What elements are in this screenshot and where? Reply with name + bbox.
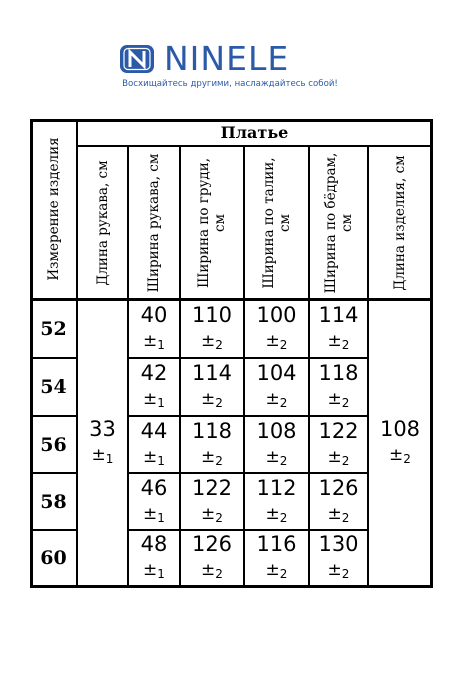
- tolerance-sign: ±: [143, 330, 158, 351]
- cell-value: 100: [256, 302, 297, 327]
- table-cell: [244, 299, 309, 358]
- tolerance-sign: ±: [327, 446, 342, 467]
- table-rule: [128, 415, 368, 417]
- tolerance-value: 2: [215, 567, 223, 581]
- tolerance-sign: ±: [327, 503, 342, 524]
- brand-name: NINELE: [164, 39, 290, 78]
- cell-tolerance: [266, 502, 288, 530]
- tolerance-sign: ±: [143, 389, 158, 409]
- tolerance-sign: ±: [265, 503, 280, 524]
- tolerance-value: 2: [215, 396, 223, 410]
- table-title: Платье: [220, 123, 289, 142]
- cell-value: 33: [89, 416, 116, 441]
- tolerance-value: 2: [403, 451, 411, 466]
- tolerance-value: 2: [279, 567, 288, 581]
- cell-tolerance: [92, 443, 114, 471]
- brand-header: [0, 40, 460, 100]
- table-cell: [309, 530, 368, 586]
- tolerance-sign: ±: [143, 503, 158, 524]
- cell-value: 118: [191, 418, 233, 443]
- table-cell: [128, 473, 180, 530]
- table-cell: [128, 358, 180, 416]
- tolerance-value: 1: [157, 567, 165, 581]
- tolerance-value: 1: [105, 451, 114, 466]
- tolerance-value: 2: [215, 453, 223, 468]
- table-rule: [127, 146, 129, 586]
- cell-tolerance: [143, 387, 165, 415]
- table-rule: [179, 146, 181, 586]
- cell-tolerance: [201, 502, 223, 530]
- tolerance-value: 2: [341, 510, 350, 525]
- cell-tolerance: [201, 445, 223, 473]
- cell-tolerance: [266, 558, 288, 586]
- table-cell: [180, 358, 244, 416]
- table-border-right: [430, 119, 433, 588]
- ninele-logo-icon: [119, 44, 155, 74]
- cell-value: 46: [140, 475, 168, 500]
- tolerance-sign: ±: [201, 389, 216, 409]
- table-cell: [244, 416, 309, 473]
- cell-tolerance: [143, 445, 165, 473]
- cell-value: 114: [318, 302, 359, 327]
- tolerance-value: 2: [215, 337, 223, 352]
- cell-value: 130: [318, 532, 359, 556]
- table-cell: [180, 416, 244, 473]
- tolerance-sign: ±: [201, 503, 216, 524]
- cell-value: 104: [256, 361, 297, 385]
- sleeve-length-cell: [77, 299, 128, 586]
- tolerance-sign: ±: [201, 446, 216, 467]
- table-rule: [243, 146, 245, 586]
- tolerance-sign: ±: [265, 560, 280, 580]
- tolerance-sign: ±: [327, 389, 342, 409]
- cell-value: 42: [140, 361, 168, 385]
- table-cell: [309, 473, 368, 530]
- column-header-6: Длина изделия, см: [392, 154, 408, 291]
- size-label: 56: [40, 433, 67, 456]
- table-cell: [180, 299, 244, 358]
- tolerance-sign: ±: [327, 330, 342, 351]
- table-cell: [309, 358, 368, 416]
- tolerance-value: 2: [341, 396, 350, 410]
- cell-tolerance: [328, 445, 350, 473]
- table-cell: [309, 416, 368, 473]
- tolerance-value: 2: [279, 510, 288, 525]
- cell-tolerance: [201, 329, 223, 357]
- cell-value: 122: [191, 475, 233, 500]
- table-rule: [30, 472, 77, 474]
- tolerance-value: 2: [341, 453, 350, 468]
- size-label: 60: [40, 547, 67, 569]
- cell-tolerance: [143, 558, 165, 586]
- cell-value: 112: [256, 475, 297, 500]
- tolerance-sign: ±: [265, 446, 280, 467]
- tolerance-sign: ±: [91, 444, 106, 465]
- tolerance-value: 1: [157, 510, 165, 525]
- cell-value: 118: [318, 361, 359, 385]
- table-border-top: [30, 119, 432, 122]
- cell-value: 114: [191, 361, 233, 385]
- item-length-cell: [368, 299, 432, 586]
- cell-value: 108: [256, 418, 297, 443]
- size-label: 52: [40, 317, 67, 340]
- column-header-2: Ширина рукава, см: [146, 153, 162, 292]
- table-cell: [128, 416, 180, 473]
- table-rule: [76, 119, 78, 586]
- cell-tolerance: [328, 558, 350, 586]
- tolerance-value: 2: [341, 567, 350, 581]
- table-cell: [128, 299, 180, 358]
- cell-value: 116: [256, 532, 297, 556]
- cell-value: 40: [140, 302, 168, 327]
- cell-tolerance: [266, 387, 288, 415]
- cell-tolerance: [389, 443, 411, 471]
- row-header-label: Измерение изделия: [45, 137, 62, 281]
- tolerance-value: 1: [157, 337, 165, 352]
- cell-value: 126: [318, 475, 359, 500]
- table-rule: [30, 298, 432, 301]
- tolerance-value: 2: [279, 337, 288, 352]
- tolerance-value: 1: [157, 396, 165, 410]
- column-header-4: Ширина по талии, см: [260, 156, 293, 289]
- cell-tolerance: [328, 387, 350, 415]
- cell-value: 122: [318, 418, 359, 443]
- tolerance-sign: ±: [201, 330, 216, 351]
- tolerance-value: 2: [215, 510, 223, 525]
- tolerance-sign: ±: [265, 330, 280, 351]
- cell-tolerance: [328, 329, 350, 357]
- table-cell: [309, 299, 368, 358]
- cell-value: 110: [191, 302, 233, 327]
- table-border-left: [30, 119, 33, 588]
- tolerance-sign: ±: [265, 389, 280, 409]
- tolerance-sign: ±: [327, 560, 342, 580]
- table-border-bottom: [30, 585, 432, 588]
- tolerance-value: 1: [157, 453, 165, 468]
- table-rule: [30, 357, 77, 359]
- table-rule: [128, 529, 368, 531]
- table-cell: [244, 473, 309, 530]
- size-label: 54: [40, 376, 67, 398]
- table-cell: [244, 530, 309, 586]
- table-cell: [180, 473, 244, 530]
- cell-value: 108: [379, 416, 421, 441]
- tolerance-value: 2: [341, 337, 350, 352]
- table-cell: [244, 358, 309, 416]
- table-rule: [128, 357, 368, 359]
- cell-tolerance: [266, 445, 288, 473]
- table-rule: [367, 146, 369, 586]
- brand-tagline: Восхищайтесь другими, наслаждайтесь собой!: [122, 79, 338, 89]
- cell-tolerance: [201, 558, 223, 586]
- table-cell: [128, 530, 180, 586]
- tolerance-sign: ±: [201, 560, 216, 580]
- cell-tolerance: [266, 329, 288, 357]
- tolerance-value: 2: [279, 396, 288, 410]
- table-rule: [77, 145, 432, 147]
- cell-value: 126: [191, 532, 233, 556]
- cell-value: 48: [140, 532, 168, 556]
- table-cell: [180, 530, 244, 586]
- table-rule: [30, 415, 77, 417]
- table-rule: [308, 146, 310, 586]
- column-header-5: Ширина по бёдрам, см: [322, 152, 355, 293]
- tolerance-sign: ±: [143, 446, 158, 467]
- cell-tolerance: [143, 502, 165, 530]
- cell-value: 44: [140, 418, 168, 443]
- cell-tolerance: [143, 329, 165, 357]
- table-rule: [128, 472, 368, 474]
- tolerance-value: 2: [279, 453, 288, 468]
- tolerance-sign: ±: [143, 560, 158, 580]
- cell-tolerance: [328, 502, 350, 530]
- size-label: 58: [40, 490, 67, 513]
- table-rule: [30, 529, 77, 531]
- tolerance-sign: ±: [389, 444, 404, 465]
- column-header-1: Длина рукава, см: [94, 159, 111, 286]
- column-header-3: Ширина по груди, см: [196, 157, 228, 288]
- cell-tolerance: [201, 387, 223, 415]
